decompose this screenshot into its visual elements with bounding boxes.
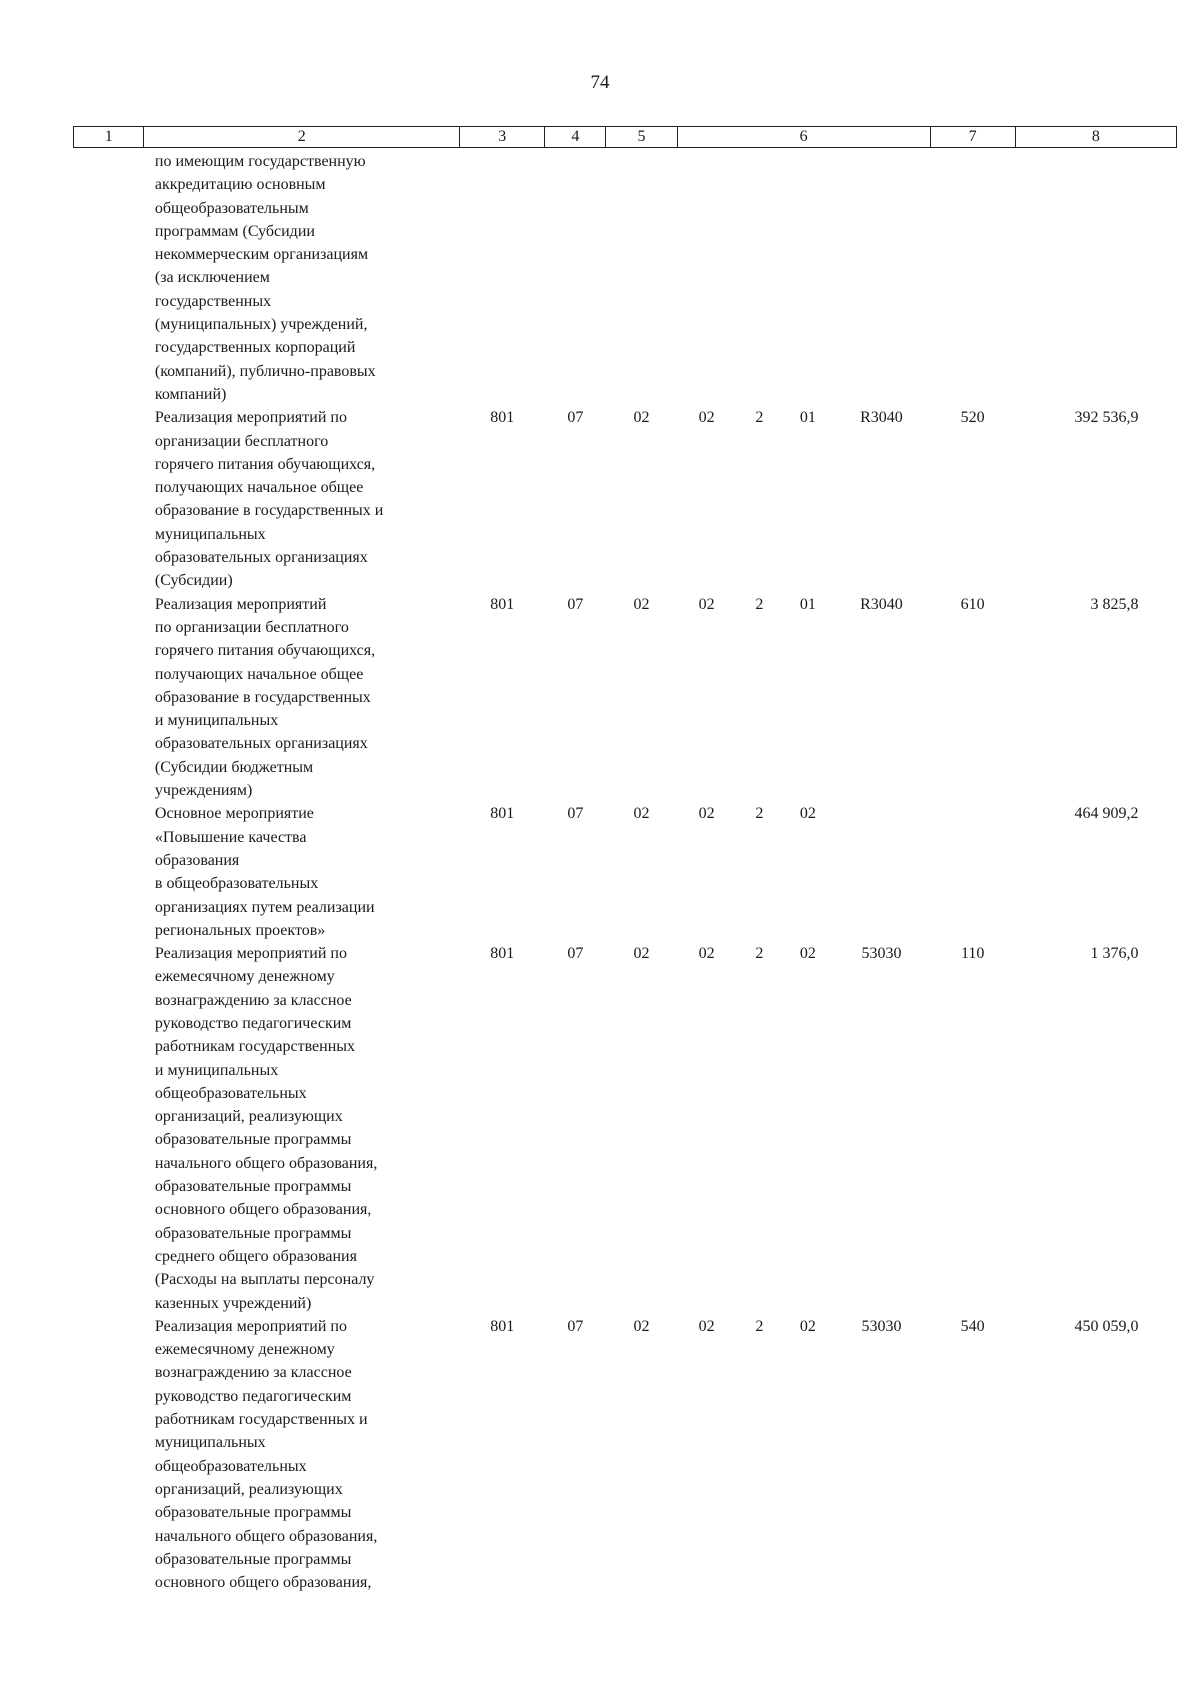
row-col6-program: 02 [698, 805, 715, 823]
column-header-6: 6 [677, 127, 930, 148]
row-col4: 07 [567, 1317, 584, 1335]
row-num-cell [74, 406, 144, 592]
row-col7: 540 [960, 1317, 985, 1335]
budget-table [73, 126, 1177, 1594]
row-col6-subprogram: 2 [755, 945, 764, 963]
table-row [74, 1315, 1177, 1595]
table-row [74, 942, 1177, 1315]
row-col6-event: 01 [799, 595, 816, 613]
table-body [74, 148, 1177, 1595]
row-col6-event: 01 [799, 409, 816, 427]
row-col7: 520 [960, 409, 985, 427]
row-col6-subprogram [736, 148, 783, 407]
row-name: Реализация мероприятий по ежемесячному денежному вознаграждению за классное руководство педагогическим работникам государственных и муниципальных общеобразовательных организаций, реализующих образовательные программы начального общего образования, образовательные программы основного общего образования, [154, 1317, 378, 1592]
row-name: Основное мероприятие «Повышение качества образования в общеобразовательных организациях путем реализации региональных проектов» [154, 805, 375, 939]
column-header-2: 2 [144, 127, 460, 148]
row-col5: 02 [633, 1317, 650, 1335]
row-col6-direction: 53030 [861, 945, 902, 963]
row-col4: 07 [567, 595, 584, 613]
row-col6-direction: R3040 [860, 409, 903, 427]
row-col6-subprogram: 2 [755, 409, 764, 427]
row-name: Реализация мероприятий по ежемесячному денежному вознаграждению за классное руководство педагогическим работникам государственных и муниципальных общеобразовательных организаций, реализующих образовательные программы начального общего образования, образовательные программы основного общего образования, образовательные программы среднего общего образования (Расходы на выплаты персоналу казенных учреждений) [154, 945, 378, 1312]
table-row [74, 593, 1177, 803]
row-col6-subprogram: 2 [755, 805, 764, 823]
row-col5: 02 [633, 595, 650, 613]
row-col6-program: 02 [698, 409, 715, 427]
row-col5: 02 [633, 805, 650, 823]
row-amount: 464 909,2 [1074, 805, 1139, 823]
row-amount: 1 376,0 [1090, 945, 1139, 963]
row-col4 [545, 148, 606, 407]
table-header [74, 127, 1177, 148]
table-row [74, 802, 1177, 942]
row-col3: 801 [490, 409, 515, 427]
row-num-cell [74, 148, 144, 407]
row-num-cell [74, 802, 144, 942]
page-number: 74 [590, 72, 610, 93]
row-amount [1015, 148, 1176, 407]
row-col6-event: 02 [799, 805, 816, 823]
row-amount: 3 825,8 [1090, 595, 1139, 613]
row-col3: 801 [490, 595, 515, 613]
column-header-1: 1 [74, 127, 144, 148]
row-name: Реализация мероприятий по организации бесплатного горячего питания обучающихся, получающих начальное общее образование в государственных и муниципальных образовательных организациях (Субсидии) [154, 409, 384, 590]
row-col6-subprogram: 2 [755, 1317, 764, 1335]
row-name: Реализация мероприятий по организации бесплатного горячего питания обучающихся, получающих начальное общее образование в государственных и муниципальных образовательных организациях (Субсидии бюджетным учреждениям) [154, 595, 376, 800]
row-col6-direction: 53030 [861, 1317, 902, 1335]
row-num-cell [74, 593, 144, 803]
column-header-5: 5 [606, 127, 677, 148]
column-header-4: 4 [545, 127, 606, 148]
row-col6-program [677, 148, 736, 407]
row-col6-event: 02 [799, 945, 816, 963]
row-col4: 07 [567, 945, 584, 963]
row-col3 [460, 148, 545, 407]
row-col6-direction [833, 148, 930, 407]
row-amount: 450 059,0 [1074, 1317, 1139, 1335]
column-header-8: 8 [1015, 127, 1176, 148]
row-col4: 07 [567, 409, 584, 427]
row-col6-direction [833, 802, 930, 942]
row-col6-program: 02 [698, 945, 715, 963]
row-col7: 110 [960, 945, 985, 963]
row-col5 [606, 148, 677, 407]
table-row [74, 148, 1177, 407]
row-col4: 07 [567, 805, 584, 823]
row-col3: 801 [490, 1317, 515, 1335]
row-col6-event [783, 148, 833, 407]
row-col7: 610 [960, 595, 985, 613]
row-name: по имеющим государственную аккредитацию основным общеобразовательным программам (Субсидии некоммерческим организациям (за исключением государственных (муниципальных) учреждений, государственных корпораций (компаний), публично-правовых компаний) [154, 153, 376, 403]
row-col6-subprogram: 2 [755, 595, 764, 613]
row-num-cell [74, 942, 144, 1315]
row-col3: 801 [490, 945, 515, 963]
row-col6-direction: R3040 [860, 595, 903, 613]
row-col5: 02 [633, 945, 650, 963]
row-col7 [930, 802, 1015, 942]
row-col5: 02 [633, 409, 650, 427]
row-col6-program: 02 [698, 595, 715, 613]
row-amount: 392 536,9 [1074, 409, 1139, 427]
table-row [74, 406, 1177, 592]
row-col6-program: 02 [698, 1317, 715, 1335]
row-num-cell [74, 1315, 144, 1595]
column-header-3: 3 [460, 127, 545, 148]
row-col3: 801 [490, 805, 515, 823]
column-header-7: 7 [930, 127, 1015, 148]
row-col6-event: 02 [799, 1317, 816, 1335]
row-col7 [930, 148, 1015, 407]
